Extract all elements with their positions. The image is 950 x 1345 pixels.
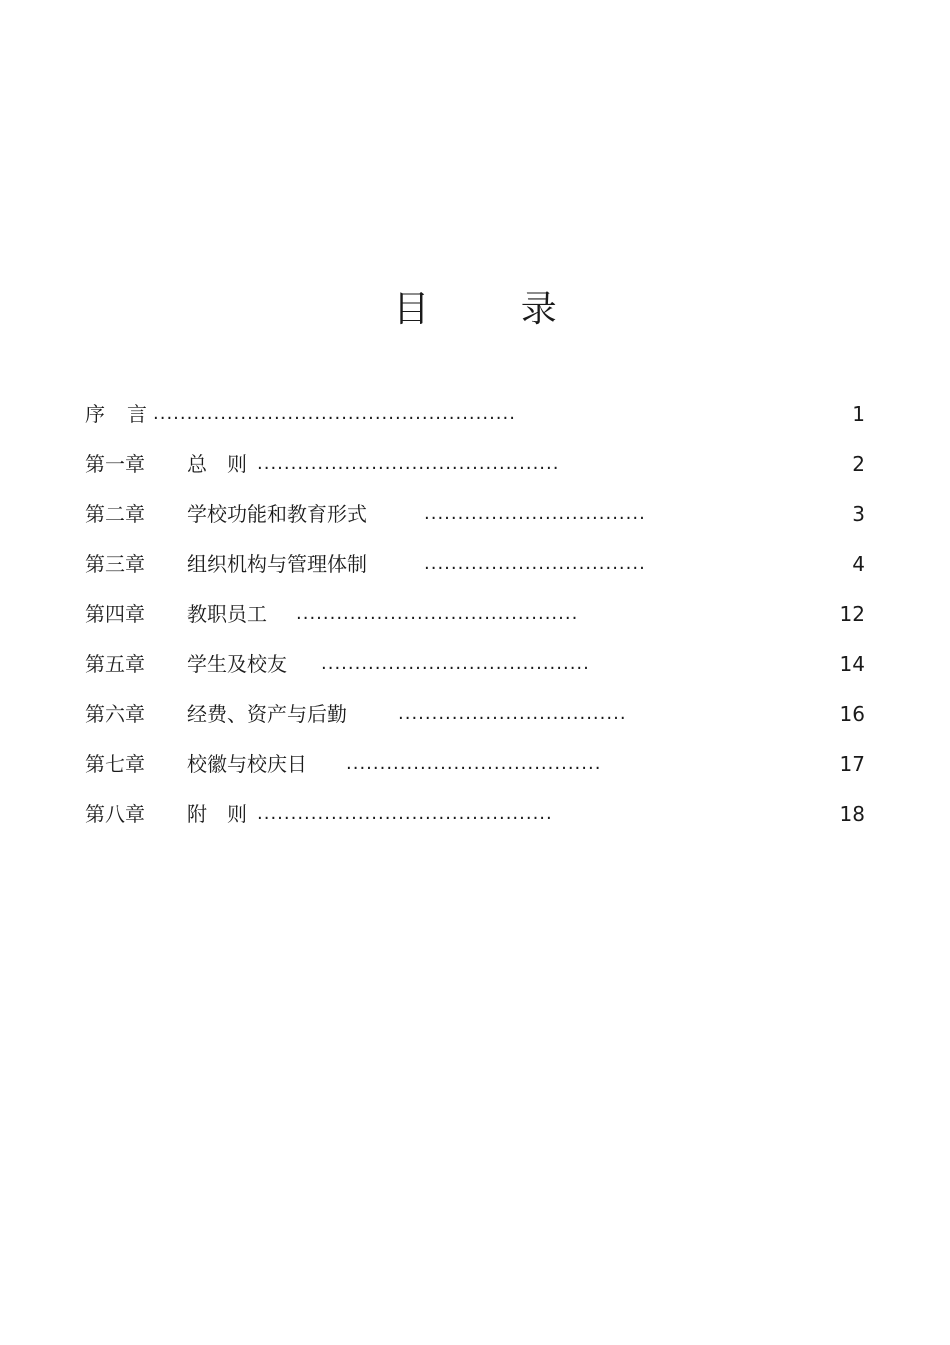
toc-leader-dots: ............................................. bbox=[257, 453, 560, 474]
toc-chapter-label: 第七章 bbox=[85, 752, 145, 776]
toc-chapter-label: 第二章 bbox=[85, 502, 145, 526]
toc-heading: 学校功能和教育形式 bbox=[187, 502, 367, 526]
toc-page-number: 16 bbox=[839, 702, 865, 726]
toc-leader-dots: .................................. bbox=[398, 703, 627, 724]
toc-leader-dots: ............................................ bbox=[257, 803, 553, 824]
table-of-contents bbox=[85, 395, 865, 845]
toc-chapter-label: 第一章 bbox=[85, 452, 145, 476]
page-title: 目 录 bbox=[393, 289, 597, 330]
toc-entry-chapter-4[interactable] bbox=[85, 595, 865, 645]
toc-entry-chapter-7[interactable] bbox=[85, 745, 865, 795]
toc-chapter-label: 第三章 bbox=[85, 552, 145, 576]
toc-leader-dots: ................................. bbox=[424, 553, 646, 574]
toc-page-number: 4 bbox=[852, 552, 865, 576]
toc-heading: 经费、资产与后勤 bbox=[187, 702, 347, 726]
toc-heading: 校徽与校庆日 bbox=[187, 752, 307, 776]
toc-heading: 学生及校友 bbox=[187, 652, 287, 676]
toc-leader-dots: ................................. bbox=[424, 503, 646, 524]
toc-heading: 教职员工 bbox=[187, 602, 267, 626]
toc-entry-chapter-6[interactable] bbox=[85, 695, 865, 745]
toc-chapter-label: 第五章 bbox=[85, 652, 145, 676]
toc-leader-dots: ...................................... bbox=[346, 753, 602, 774]
toc-heading: 附则 bbox=[187, 802, 267, 826]
toc-page-number: 18 bbox=[839, 802, 865, 826]
toc-page-number: 1 bbox=[852, 402, 865, 426]
toc-page-number: 3 bbox=[852, 502, 865, 526]
toc-entry-chapter-5[interactable] bbox=[85, 645, 865, 695]
toc-entry-preface[interactable] bbox=[85, 395, 865, 445]
toc-entry-chapter-1[interactable] bbox=[85, 445, 865, 495]
toc-page-number: 12 bbox=[839, 602, 865, 626]
toc-heading: 组织机构与管理体制 bbox=[187, 552, 367, 576]
toc-leader-dots: ........................................ bbox=[321, 653, 590, 674]
toc-leader-dots: ...................................................... bbox=[153, 403, 516, 424]
toc-heading: 总则 bbox=[187, 452, 267, 476]
toc-entry-chapter-3[interactable] bbox=[85, 545, 865, 595]
toc-chapter-label: 序言 bbox=[85, 402, 169, 426]
toc-page-number: 17 bbox=[839, 752, 865, 776]
toc-chapter-label: 第四章 bbox=[85, 602, 145, 626]
toc-chapter-label: 第六章 bbox=[85, 702, 145, 726]
toc-page-number: 2 bbox=[852, 452, 865, 476]
toc-page-number: 14 bbox=[839, 652, 865, 676]
toc-chapter-label: 第八章 bbox=[85, 802, 145, 826]
toc-leader-dots: .......................................... bbox=[296, 603, 579, 624]
toc-entry-chapter-8[interactable] bbox=[85, 795, 865, 845]
toc-entry-chapter-2[interactable] bbox=[85, 495, 865, 545]
